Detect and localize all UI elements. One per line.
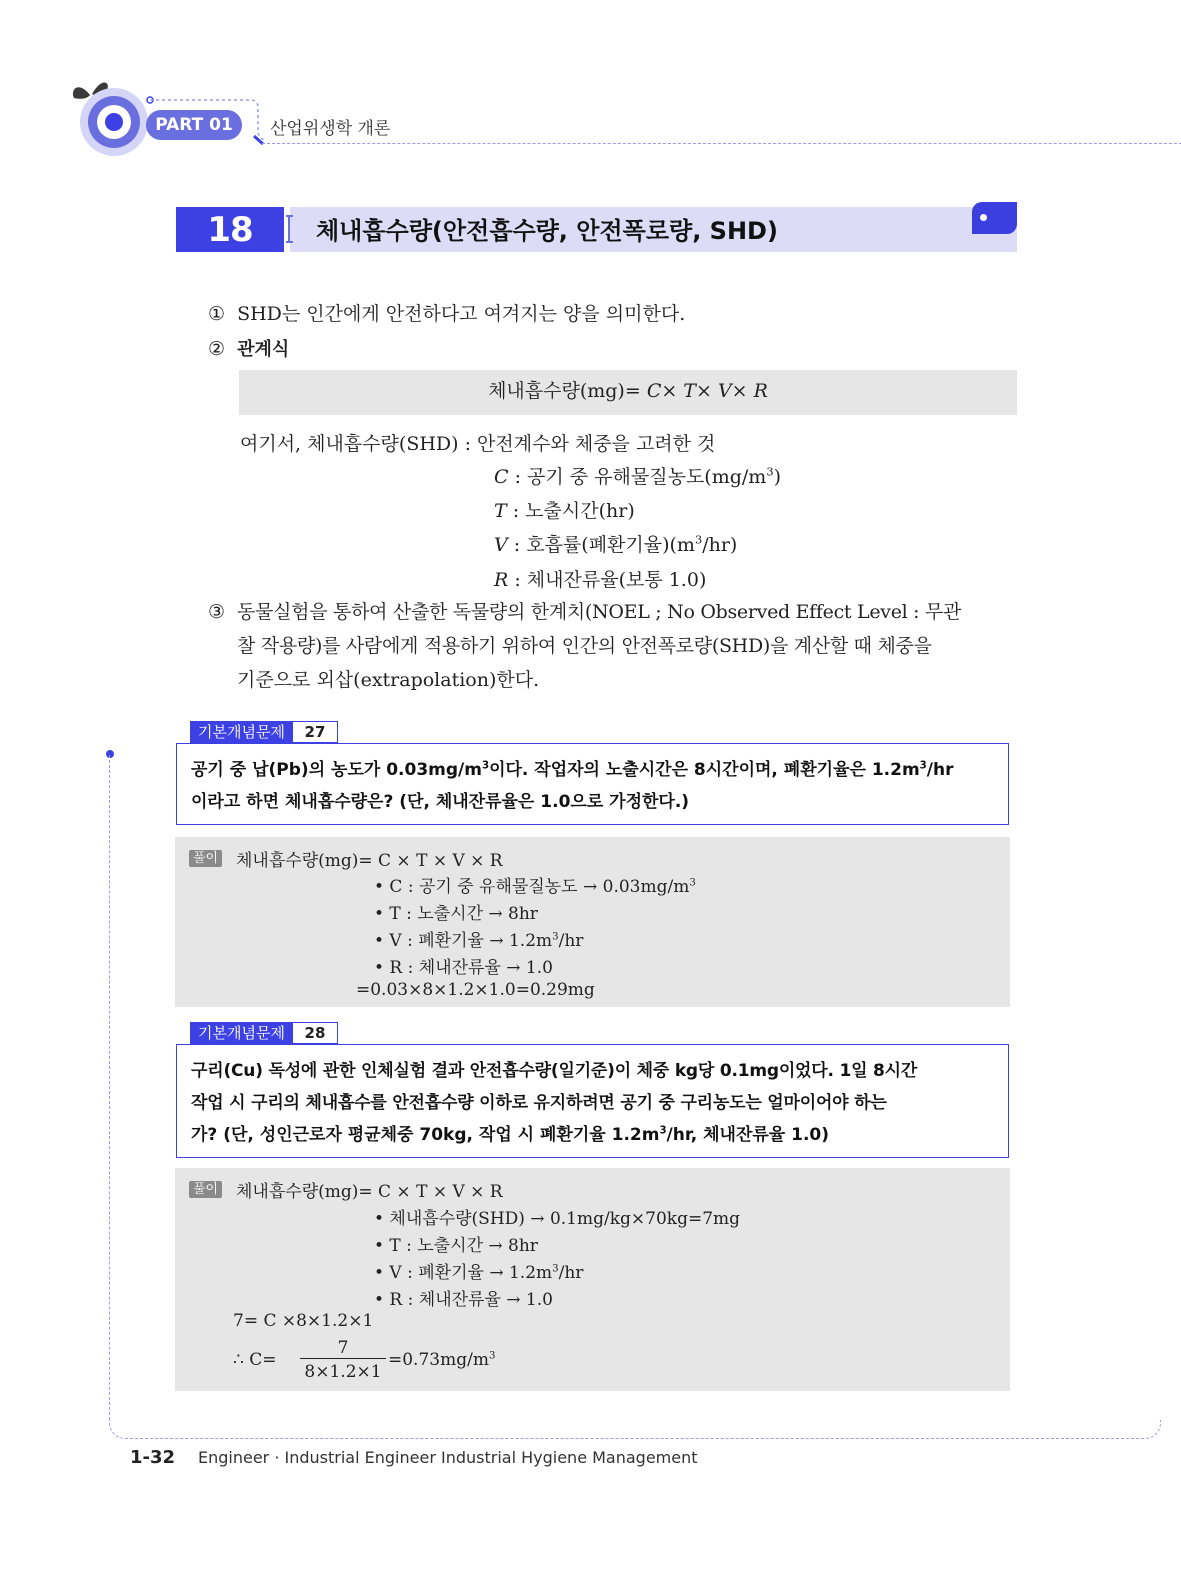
solution-27-bullet: • V : 폐환기율 → $1.2m^3/hr$ (374, 931, 584, 951)
where-text: 여기서, 체내흡수량(SHD) : 안전계수와 체중을 고려한 것 (240, 433, 716, 455)
solution-28-bullet: • T : 노출시간 → 8hr (374, 1236, 538, 1256)
solution-28-bullet: • R : 체내잔류율 → 1.0 (374, 1290, 553, 1310)
formula-vars: C× T× V× R (646, 380, 768, 402)
solution-28-bullet: • V : 폐환기율 → $1.2m^3/hr$ (374, 1263, 584, 1283)
fraction-numerator: 7 (300, 1338, 386, 1359)
formula-prefix: 체내흡수량(mg)= (488, 380, 641, 402)
item-1 (208, 297, 685, 331)
item-3-line: 기준으로 외삽(extrapolation)한다. (237, 669, 540, 691)
section-number: 18 (176, 207, 284, 252)
badge-connector-icon (150, 96, 265, 146)
item-2-marker: ② (208, 338, 226, 360)
problem-28-box: 구리(Cu) 독성에 관한 인체실험 결과 안전흡수량(일기준)이 체중 kg당 0.1mg이었다. 1일 8시간 작업 시 구리의 체내흡수를 안전흡수량 이하로 유지하려면 공기 중 구리농도는 얼마이어야 하는 가? (단, 성인근로자 평균체중 70kg, 작업 시 폐환기율 $1.2m^3/hr$, 체내잔류율 1.0) (176, 1044, 1009, 1158)
def-t: T : 노출시간(hr) (494, 500, 635, 522)
margin-line (109, 755, 110, 1420)
solution-27-result: =0.03×8×1.2×1.0=0.29mg (356, 980, 595, 1000)
part-badge: PART 01 (146, 110, 242, 140)
def-v: V : 호흡률(폐환기율)$(m^3/hr)$ (494, 532, 738, 556)
problem-number: 28 (293, 1022, 338, 1044)
solution-27-tag: 풀이 (189, 847, 222, 866)
item-2 (208, 332, 289, 367)
solution-27-bullet: • T : 노출시간 → 8hr (374, 904, 538, 924)
solution-27-head: 체내흡수량(mg)= C × T × V × R (236, 851, 503, 871)
item-3-line: 동물실험을 통하여 산출한 독물량의 한계치(NOEL ; No Observed Effect Level : 무관 (237, 601, 962, 623)
solution-28-therefore: ∴ C= (233, 1350, 277, 1370)
margin-dot (106, 750, 114, 758)
def-r: R : 체내잔류율(보통 1.0) (494, 569, 707, 591)
problem-27-box: 공기 중 납(Pb)의 농도가 $0.03mg/m^3$이다. 작업자의 노출시간은 8시간이며, 폐환기율은 $1.2m^3/hr$ 이라고 하면 체내흡수량은? (단, 체내잔류율은 1.0으로 가정한다.) (176, 743, 1009, 825)
item-3-line: 찰 작용량)를 사람에게 적용하기 위하여 인간의 안전폭로량(SHD)을 계산할 때 체중을 (237, 635, 932, 657)
fraction-denominator: 8×1.2×1 (304, 1362, 382, 1382)
solution-28-tag: 풀이 (189, 1178, 222, 1197)
problem-number: 27 (293, 721, 338, 743)
problem-label-text: 기본개념문제 (190, 1022, 293, 1044)
page-number: 1-32 (130, 1447, 176, 1468)
problem-27-label (190, 721, 338, 743)
section-title: 체내흡수량(안전흡수량, 안전폭로량, SHD) (316, 217, 778, 245)
header-divider (262, 143, 1181, 144)
item-3-marker: ③ (208, 601, 226, 623)
solution-28-eq: 7= C ×8×1.2×1 (233, 1311, 374, 1331)
solution-27-bullet: • R : 체내잔류율 → 1.0 (374, 958, 553, 978)
part-subtitle: 산업위생학 개론 (270, 119, 391, 139)
def-c: C : 공기 중 유해물질농도$(mg/m^3)$ (494, 464, 781, 488)
item-1-marker: ① (208, 303, 226, 325)
item-3 (237, 595, 1017, 697)
problem-label-text: 기본개념문제 (190, 721, 293, 743)
solution-28-answer: $=0.73mg/m^3$ (388, 1350, 496, 1370)
formula (239, 376, 1017, 403)
page-frame-bottom (109, 1420, 1161, 1439)
item-2-text: 관계식 (237, 339, 290, 360)
problem-28-label (190, 1022, 338, 1044)
solution-27-bullet: • C : 공기 중 유해물질농도 → $0.03mg/m^3$ (374, 877, 696, 897)
item-1-text: SHD는 인간에게 안전하다고 여겨지는 양을 의미한다. (237, 303, 686, 325)
footer-book-title: Engineer · Industrial Engineer Industrial Hygiene Management (198, 1448, 698, 1467)
title-bracket-icon (284, 214, 296, 244)
solution-28-bullet: • 체내흡수량(SHD) → 0.1mg/kg×70kg=7mg (374, 1209, 741, 1229)
solution-28-head: 체내흡수량(mg)= C × T × V × R (236, 1182, 503, 1202)
section-title-tab (972, 202, 1017, 234)
